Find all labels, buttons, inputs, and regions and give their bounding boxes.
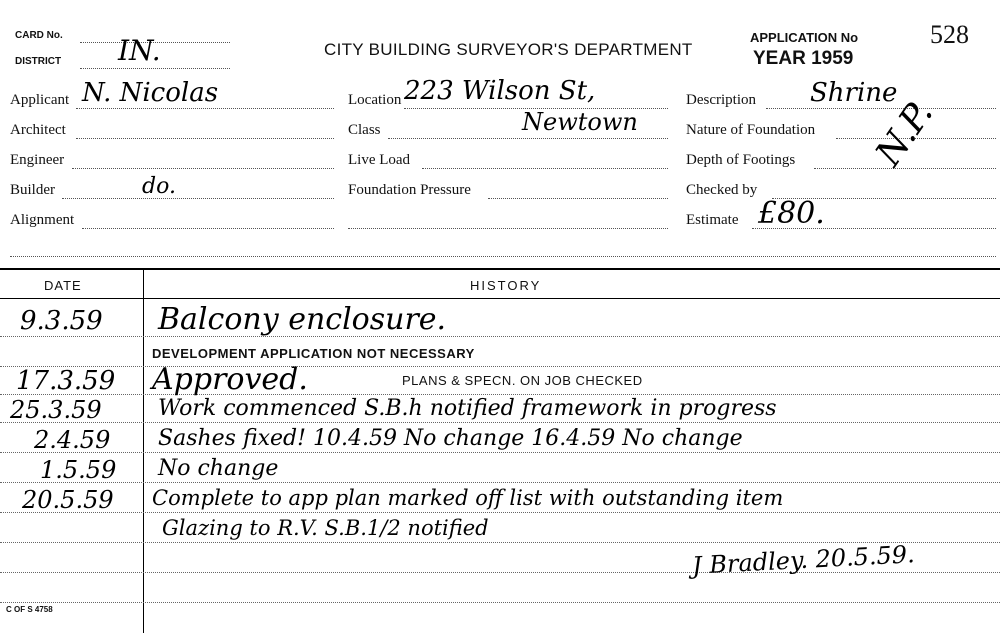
history-text: Sashes fixed! 10.4.59 No change 16.4.59 No change [158,426,743,451]
foundation-pressure-dotline [488,198,668,199]
history-date: 1.5.59 [40,456,117,484]
applicant-value: N. Nicolas [82,78,219,108]
history-date: 17.3.59 [16,366,116,396]
district-dotline [80,68,230,69]
nature-of-foundation-label: Nature of Foundation [686,122,816,138]
estimate-value: £80. [758,196,825,231]
builder-dotline [62,198,334,199]
location-label: Location [348,92,402,108]
history-text: Approved. [152,362,308,397]
history-header-rule [0,298,1000,299]
engineer-dotline [72,168,334,169]
architect-label: Architect [10,122,66,138]
history-text: Glazing to R.V. S.B.1/2 notified [162,516,489,540]
application-number: 528 [930,20,969,49]
history-row-line [0,512,1000,513]
class-value: Newtown [522,108,638,136]
applicant-label: Applicant [10,92,70,108]
history-row-line [0,452,1000,453]
history-text: Balcony enclosure. [158,302,447,337]
live-load-label: Live Load [348,152,411,168]
form-code: C OF S 4758 [6,605,53,614]
card-no-label: CARD No. [15,30,63,41]
history-text: No change [158,456,279,481]
description-dotline [766,108,996,109]
history-row-line [0,572,1000,573]
engineer-label: Engineer [10,152,65,168]
development-not-necessary-stamp: DEVELOPMENT APPLICATION NOT NECESSARY [152,346,475,361]
application-no-label: APPLICATION No [750,30,859,45]
history-column-header: HISTORY [470,278,542,293]
checked-by-label: Checked by [686,182,758,198]
live-load-dotline [422,168,668,169]
class-label: Class [348,122,381,138]
description-value: Shrine [810,78,898,108]
history-row-line [0,602,1000,603]
history-row-line [0,422,1000,423]
col2-blank-dotline [348,228,668,229]
district-value: IN. [118,34,161,67]
history-top-rule [0,268,1000,270]
history-date: 9.3.59 [20,306,103,336]
architect-dotline [76,138,334,139]
history-date: 2.4.59 [34,426,111,454]
year-label: YEAR 1959 [753,48,854,69]
department-title: CITY BUILDING SURVEYOR'S DEPARTMENT [324,40,693,59]
checked-by-initials: N.P. [868,93,942,174]
date-column-header: DATE [44,278,82,293]
history-row-line [0,482,1000,483]
history-row-line [0,336,1000,337]
history-row-line [0,366,1000,367]
history-date: 25.3.59 [10,396,102,424]
location-value: 223 Wilson St, [404,76,596,106]
alignment-dotline [82,228,334,229]
history-text: Work commenced S.B.h notified framework in progress [158,396,777,421]
applicant-dotline [76,108,334,109]
plans-checked-stamp: PLANS & SPECN. ON JOB CHECKED [402,373,643,388]
foundation-pressure-label: Foundation Pressure [348,182,471,198]
estimate-label: Estimate [686,212,739,228]
alignment-label: Alignment [10,212,75,228]
depth-of-footings-label: Depth of Footings [686,152,796,168]
description-label: Description [686,92,756,108]
class-dotline [388,138,668,139]
history-date: 20.5.59 [22,486,114,514]
district-label: DISTRICT [15,56,62,67]
history-row-line [0,394,1000,395]
history-text: Complete to app plan marked off list with outstanding item [152,486,784,510]
builder-label: Builder [10,182,55,198]
builder-value: do. [142,174,176,199]
signature: J Bradley. 20.5.59. [691,540,916,580]
fields-bottom-dotline [10,256,996,257]
